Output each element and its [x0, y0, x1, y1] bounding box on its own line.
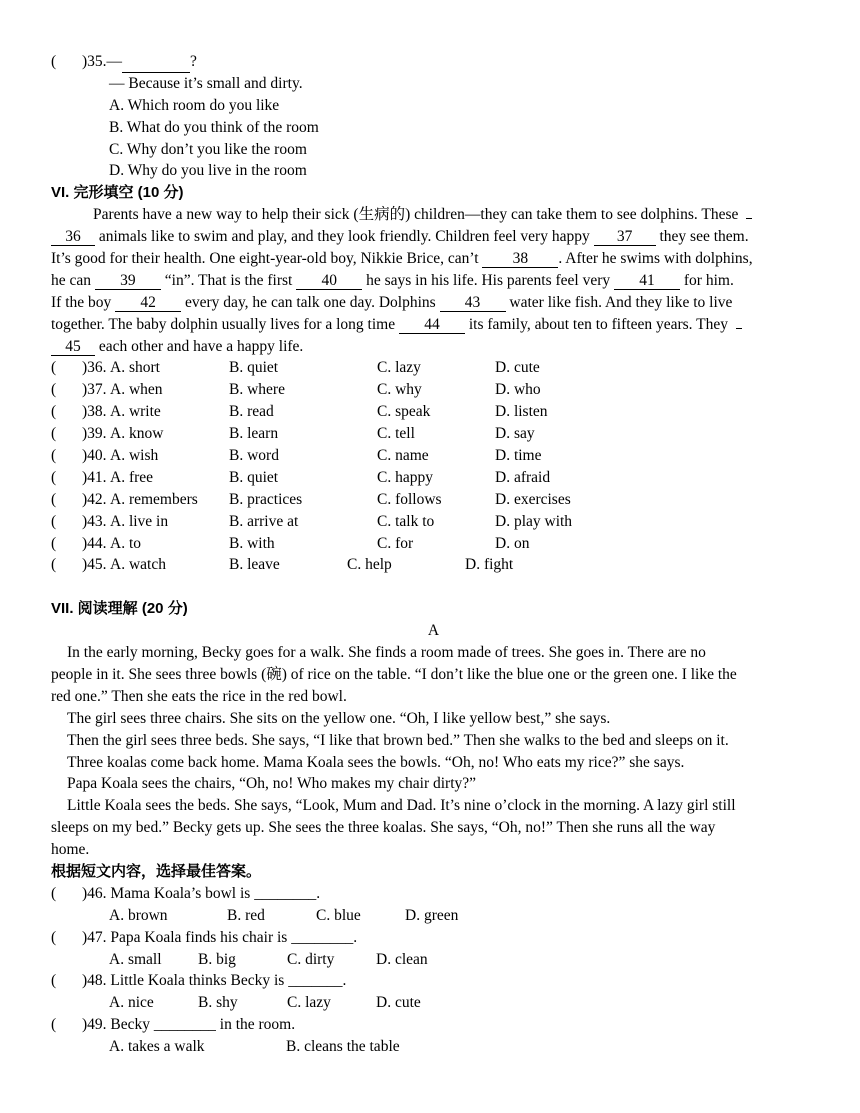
question-39 [51, 423, 816, 445]
option-a[interactable]: A. when [110, 381, 163, 399]
q35-option-b[interactable]: B. What do you think of the room [109, 118, 319, 136]
passage-line: red one.” Then she eats the rice in the red bowl. [51, 687, 347, 705]
exam-page [51, 51, 816, 1058]
question-43 [51, 511, 816, 533]
question-38 [51, 401, 816, 423]
question-number: )41. [82, 468, 107, 486]
answer-paren[interactable]: ( [51, 884, 57, 902]
blank-38[interactable]: 38 [482, 250, 558, 268]
option-b[interactable]: B. leave [229, 556, 280, 574]
option-a[interactable]: A. know [110, 425, 164, 443]
cloze-text: Parents have a new way to help their sick (生病的) children—they can take them to see dolphins. These [93, 206, 739, 224]
option-d[interactable]: D. cute [495, 359, 540, 377]
option-d[interactable]: D. fight [465, 556, 514, 574]
cloze-line-4 [51, 270, 816, 292]
option-c[interactable]: C. talk to [377, 512, 435, 530]
option-a[interactable]: A. short [110, 359, 160, 377]
question-45 [51, 554, 816, 576]
question-41 [51, 467, 816, 489]
option-a[interactable]: A. live in [110, 512, 169, 530]
option-b[interactable]: B. where [229, 381, 285, 399]
passage-line: Three koalas come back home. Mama Koala sees the bowls. “Oh, no! Who eats my rice?” she says. [67, 753, 685, 771]
passage-line: The girl sees three chairs. She sits on the yellow one. “Oh, I like yellow best,” she says. [67, 709, 611, 727]
q35-stem-suffix: ? [190, 53, 197, 70]
option-b[interactable]: B. big [198, 950, 236, 968]
option-a[interactable]: A. takes a walk [109, 1038, 205, 1056]
section-6-heading: VI. 完形填空 (10 分) [51, 184, 184, 202]
q35-option-c[interactable]: C. Why don’t you like the room [109, 140, 307, 158]
option-c[interactable]: C. tell [377, 425, 415, 443]
passage-line: people in it. She sees three bowls (碗) of rice on the table. “I don’t like the blue one or the green one. I like the [51, 665, 737, 683]
q35-option-d[interactable]: D. Why do you live in the room [109, 162, 307, 180]
cloze-text: animals like to swim and play, and they look friendly. Children feel very happy [95, 228, 594, 246]
reading-questions [51, 883, 816, 1058]
cloze-text: “in”. That is the first [160, 271, 297, 289]
blank-41[interactable]: 41 [614, 272, 680, 290]
question-46 [51, 883, 816, 905]
cloze-line-1 [51, 204, 816, 226]
reading-passage [51, 642, 816, 861]
passage-line: sleeps on my bed.” Becky gets up. She sees the three koalas. She says, “Oh, no!” Then she runs all the way [51, 819, 716, 837]
question-number: )38. [82, 403, 107, 421]
question-stem: )47. Papa Koala finds his chair is ________. [82, 928, 358, 946]
blank-44[interactable]: 44 [399, 316, 465, 334]
question-42 [51, 489, 816, 511]
q49-options [51, 1036, 816, 1058]
option-d[interactable]: D. afraid [495, 468, 551, 486]
option-b[interactable]: B. red [227, 906, 265, 924]
blank-45-start[interactable] [736, 328, 742, 329]
question-number: )39. [82, 425, 107, 443]
cloze-text: together. The baby dolphin usually lives for a long time [51, 315, 399, 333]
cloze-text: he can [51, 271, 95, 289]
question-37 [51, 379, 816, 401]
cloze-text: It’s good for their health. One eight-year-old boy, Nikkie Brice, can’t [51, 250, 483, 268]
cloze-text: each other and have a happy life. [95, 337, 304, 355]
question-number: )43. [82, 512, 107, 530]
question-number: )45. [82, 556, 107, 574]
answer-paren[interactable]: ( [51, 928, 57, 946]
q35-blank[interactable] [122, 51, 190, 73]
answer-paren[interactable]: ( [51, 403, 57, 421]
passage-a-label: A [427, 622, 440, 640]
option-c[interactable]: C. lazy [287, 994, 331, 1012]
cloze-passage [51, 204, 816, 357]
option-c[interactable]: C. dirty [287, 950, 335, 968]
answer-paren[interactable]: ( [51, 425, 57, 443]
option-a[interactable]: A. to [110, 534, 141, 552]
blank-42[interactable]: 42 [115, 294, 181, 312]
cloze-text: . After he swims with dolphins, [558, 250, 753, 268]
blank-40[interactable]: 40 [296, 272, 362, 290]
q46-options [51, 905, 816, 927]
question-49 [51, 1014, 816, 1036]
q47-options [51, 949, 816, 971]
blank-43[interactable]: 43 [440, 294, 506, 312]
option-c[interactable]: C. help [347, 556, 392, 574]
cloze-line-2 [51, 226, 816, 248]
option-d[interactable]: D. clean [376, 950, 428, 968]
option-d[interactable]: D. say [495, 425, 535, 443]
cloze-text: If the boy [51, 293, 116, 311]
cloze-line-7 [51, 336, 816, 358]
answer-paren[interactable]: ( [51, 1016, 57, 1034]
spacer [51, 576, 816, 598]
answer-paren[interactable]: ( [51, 490, 57, 508]
option-c[interactable]: C. name [377, 447, 429, 465]
question-number: )37. [82, 381, 107, 399]
option-c[interactable]: C. blue [316, 906, 361, 924]
option-b[interactable]: B. quiet [229, 468, 279, 486]
question-48 [51, 970, 816, 992]
answer-paren[interactable]: ( [51, 359, 57, 377]
option-c[interactable]: C. speak [377, 403, 431, 421]
cloze-line-3 [51, 248, 816, 270]
question-stem: )48. Little Koala thinks Becky is _______. [82, 972, 347, 990]
option-c[interactable]: C. lazy [377, 359, 421, 377]
option-d[interactable]: D. exercises [495, 490, 571, 508]
passage-line: Papa Koala sees the chairs, “Oh, no! Who makes my chair dirty?” [67, 775, 477, 793]
answer-paren[interactable]: ( [51, 53, 57, 70]
answer-paren[interactable]: ( [51, 512, 57, 530]
option-c[interactable]: C. for [377, 534, 414, 552]
section-7-heading: VII. 阅读理解 (20 分) [51, 600, 188, 618]
blank-39[interactable]: 39 [95, 272, 161, 290]
option-d[interactable]: D. listen [495, 403, 548, 421]
option-b[interactable]: B. arrive at [229, 512, 299, 530]
passage-line: In the early morning, Becky goes for a walk. She finds a room made of trees. She goes in. There are no [67, 644, 706, 662]
option-d[interactable]: D. green [405, 906, 459, 924]
question-stem: )49. Becky ________ in the room. [82, 1016, 296, 1034]
answer-paren[interactable]: ( [51, 534, 57, 552]
option-b[interactable]: B. shy [198, 994, 238, 1012]
cloze-questions [51, 357, 816, 576]
answer-paren[interactable]: ( [51, 381, 57, 399]
blank-45[interactable]: 45 [51, 338, 95, 356]
cloze-line-6 [51, 314, 816, 336]
passage-line: Little Koala sees the beds. She says, “Look, Mum and Dad. It’s nine o’clock in the morning. A lazy girl still [67, 797, 736, 815]
q35-answer-line: — Because it’s small and dirty. [109, 74, 303, 92]
question-44 [51, 533, 816, 555]
option-a[interactable]: A. write [110, 403, 161, 421]
option-b[interactable]: B. read [229, 403, 274, 421]
q35-stem-prefix: )35.— [82, 53, 123, 70]
answer-paren[interactable]: ( [51, 972, 57, 990]
option-b[interactable]: B. cleans the table [286, 1038, 400, 1056]
option-d[interactable]: D. time [495, 447, 542, 465]
option-b[interactable]: B. learn [229, 425, 279, 443]
cloze-text: he says in his life. His parents feel very [362, 271, 615, 289]
option-a[interactable]: A. free [110, 468, 154, 486]
option-c[interactable]: C. happy [377, 468, 433, 486]
blank-36-start[interactable] [746, 218, 752, 219]
question-47 [51, 927, 816, 949]
option-d[interactable]: D. play with [495, 512, 573, 530]
cloze-text: for him. [680, 271, 734, 289]
option-b[interactable]: B. with [229, 534, 275, 552]
passage-line: home. [51, 841, 90, 859]
cloze-line-5 [51, 292, 816, 314]
cloze-text: every day, he can talk one day. Dolphins [181, 293, 440, 311]
q48-options [51, 992, 816, 1014]
passage-line: Then the girl sees three beds. She says, “I like that brown bed.” Then she walks to the bed and sleeps on it. [67, 731, 729, 749]
option-d[interactable]: D. on [495, 534, 530, 552]
option-a[interactable]: A. remembers [110, 490, 198, 508]
option-b[interactable]: B. word [229, 447, 279, 465]
answer-paren[interactable]: ( [51, 468, 57, 486]
reading-instruction: 根据短文内容，选择最佳答案。 [51, 862, 262, 880]
question-35 [51, 51, 816, 73]
option-a[interactable]: A. small [109, 950, 162, 968]
cloze-text: they see them. [655, 228, 749, 246]
option-c[interactable]: C. why [377, 381, 422, 399]
option-a[interactable]: A. nice [109, 994, 154, 1012]
option-a[interactable]: A. wish [110, 447, 159, 465]
question-stem: )46. Mama Koala’s bowl is ________. [82, 884, 321, 902]
cloze-text: water like fish. And they like to live [505, 293, 733, 311]
question-number: )36. [82, 359, 107, 377]
blank-37[interactable]: 37 [594, 228, 656, 246]
question-number: )42. [82, 490, 107, 508]
option-a[interactable]: A. brown [109, 906, 168, 924]
option-c[interactable]: C. follows [377, 490, 442, 508]
answer-paren[interactable]: ( [51, 556, 57, 574]
blank-36[interactable]: 36 [51, 228, 95, 246]
option-b[interactable]: B. quiet [229, 359, 279, 377]
cloze-text: its family, about ten to fifteen years. They [464, 315, 728, 333]
question-40 [51, 445, 816, 467]
question-number: )44. [82, 534, 107, 552]
option-d[interactable]: D. cute [376, 994, 421, 1012]
answer-paren[interactable]: ( [51, 447, 57, 465]
question-number: )40. [82, 447, 107, 465]
question-36 [51, 357, 816, 379]
option-a[interactable]: A. watch [110, 556, 166, 574]
option-b[interactable]: B. practices [229, 490, 303, 508]
q35-option-a[interactable]: A. Which room do you like [109, 96, 280, 114]
option-d[interactable]: D. who [495, 381, 541, 399]
